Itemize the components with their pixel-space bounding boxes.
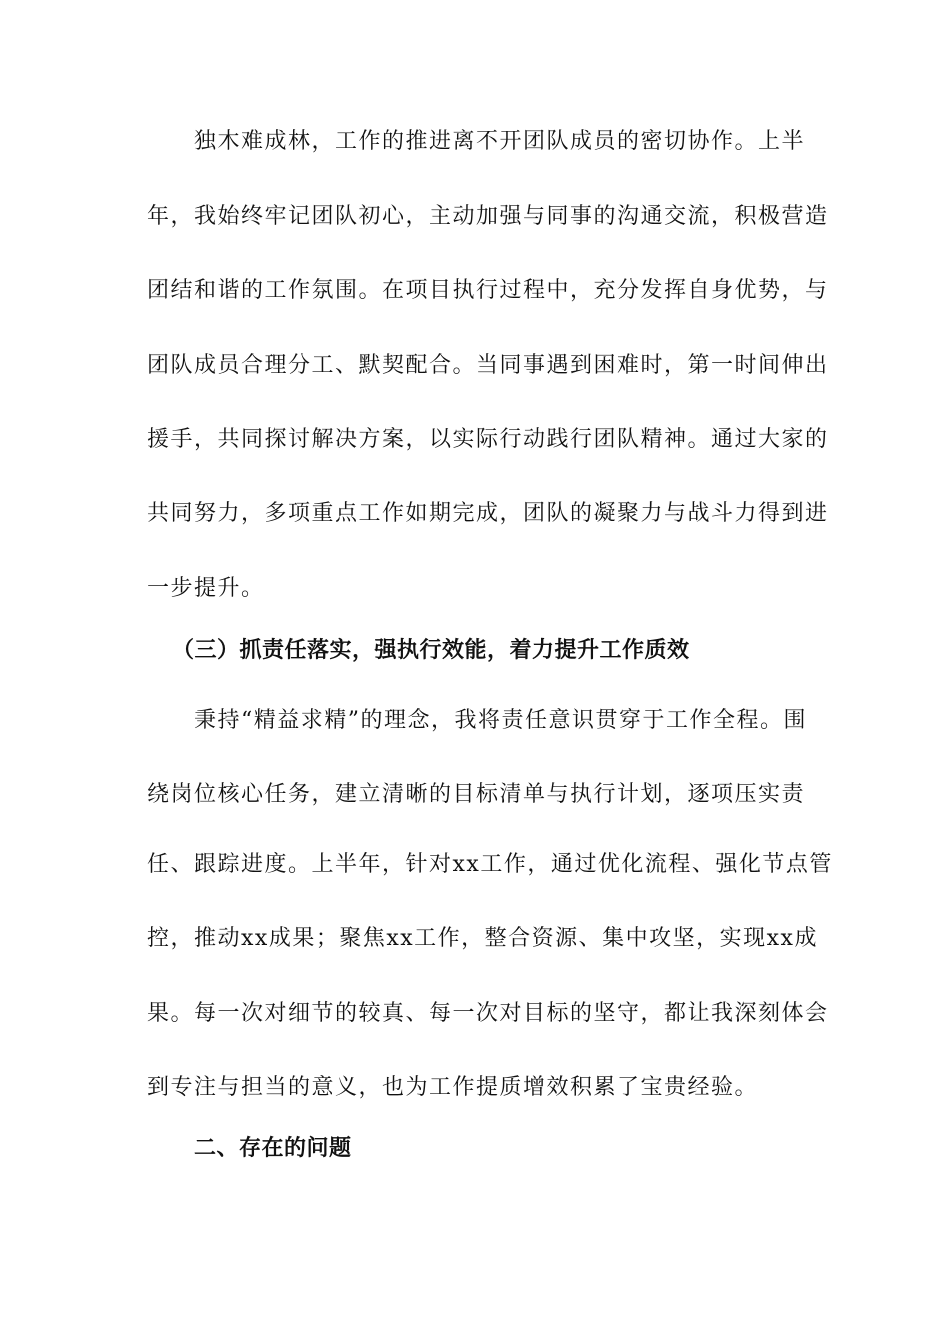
paragraph-line: 援手，共同探讨解决方案，以实际行动践行团队精神。通过大家的 xyxy=(147,427,829,452)
paragraph-line: 团结和谐的工作氛围。在项目执行过程中，充分发挥自身优势，与 xyxy=(147,278,829,303)
paragraph-line: 果。每一次对细节的较真、每一次对目标的坚守，都让我深刻体会 xyxy=(147,1001,829,1026)
paragraph-line: 共同努力，多项重点工作如期完成，团队的凝聚力与战斗力得到进 xyxy=(147,501,829,526)
paragraph-line: 一步提升。 xyxy=(147,576,265,601)
paragraph-line: 秉持“精益求精”的理念，我将责任意识贯穿于工作全程。围 xyxy=(194,708,807,733)
paragraph-line: 任、跟踪进度。上半年，针对xx工作，通过优化流程、强化节点管 xyxy=(147,852,833,877)
section-heading-two: 二、存在的问题 xyxy=(194,1136,352,1161)
paragraph-line: 绕岗位核心任务，建立清晰的目标清单与执行计划，逐项压实责 xyxy=(147,782,806,807)
paragraph-line: 控，推动xx成果；聚焦xx工作，整合资源、集中攻坚，实现xx成 xyxy=(147,926,818,951)
paragraph-line: 年，我始终牢记团队初心，主动加强与同事的沟通交流，积极营造 xyxy=(147,204,829,229)
paragraph-line: 到专注与担当的意义，也为工作提质增效积累了宝贵经验。 xyxy=(147,1075,759,1100)
paragraph-line: 独木难成林，工作的推进离不开团队成员的密切协作。上半 xyxy=(194,129,806,154)
subheading-three: （三）抓责任落实，强执行效能，着力提升工作质效 xyxy=(172,638,690,663)
paragraph-line: 团队成员合理分工、默契配合。当同事遇到困难时，第一时间伸出 xyxy=(147,353,829,378)
